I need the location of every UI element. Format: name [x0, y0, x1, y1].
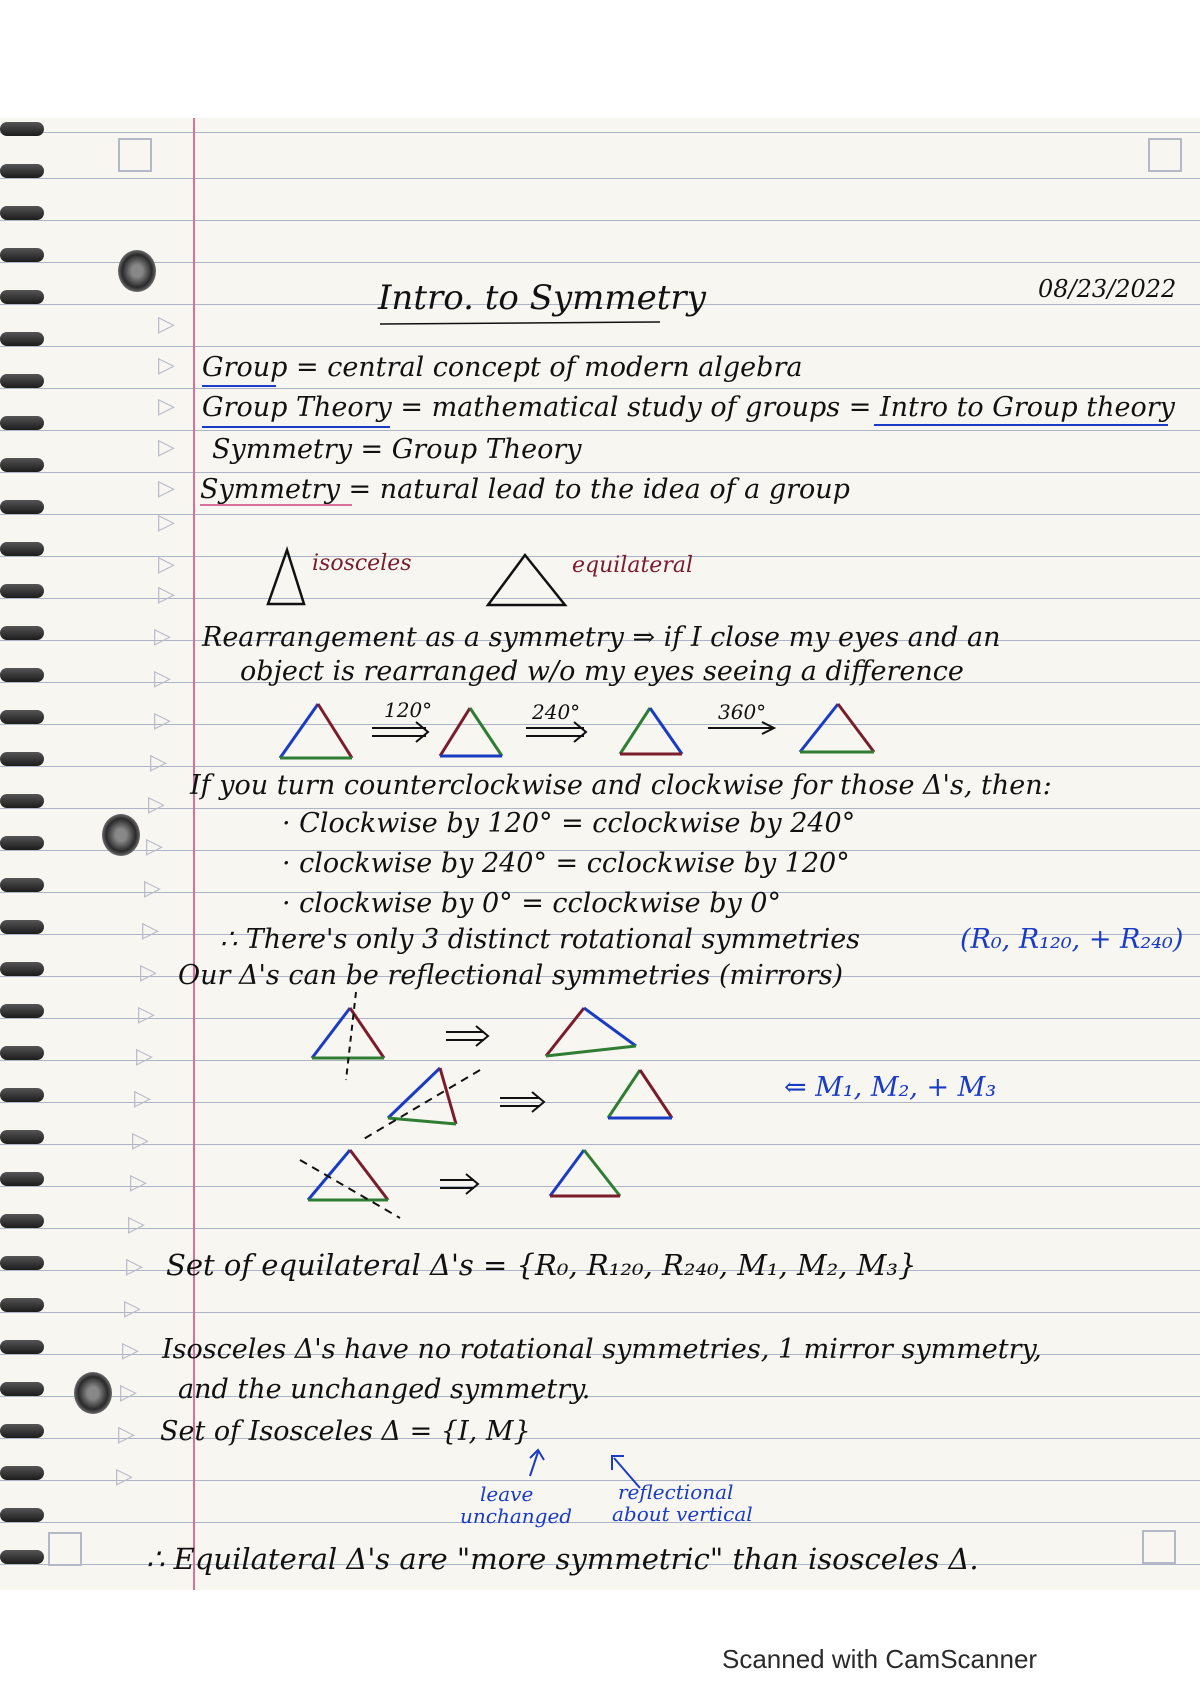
bullet-arrow-icon: ▷: [146, 834, 163, 859]
bullet-arrow-icon: ▷: [158, 435, 175, 460]
definition-group: Group = central concept of modern algebra: [202, 352, 803, 383]
bullet-arrow-icon: ▷: [136, 1044, 153, 1069]
turning-intro: If you turn counterclockwise and clockwise for those Δ's, then:: [190, 770, 1052, 801]
isosceles-description-1: Isosceles Δ's have no rotational symmetries, 1 mirror symmetry,: [162, 1334, 1042, 1365]
bullet-arrow-icon: ▷: [128, 1212, 145, 1237]
bullet-arrow-icon: ▷: [158, 394, 175, 419]
bullet-arrow-icon: ▷: [158, 476, 175, 501]
equilateral-set: Set of equilateral Δ's = {R₀, R₁₂₀, R₂₄₀, M₁, M₂, M₃}: [166, 1248, 917, 1282]
isosceles-label: isosceles: [312, 551, 412, 576]
bullet-arrow-icon: ▷: [116, 1464, 133, 1489]
annotation-leave: leave: [480, 1482, 534, 1506]
isosceles-set: Set of Isosceles Δ = {I, M}: [160, 1416, 531, 1447]
page-date: 08/23/2022: [1038, 275, 1177, 303]
turning-item-3: · clockwise by 0° = cclockwise by 0°: [282, 888, 781, 919]
reflection-intro: Our Δ's can be reflectional symmetries (mirrors): [178, 960, 844, 991]
bullet-arrow-icon: ▷: [134, 1086, 151, 1111]
bullet-arrow-icon: ▷: [154, 666, 171, 691]
bullet-arrow-icon: ▷: [150, 750, 167, 775]
rotation-label-240: 240°: [532, 700, 581, 724]
bullet-arrow-icon: ▷: [120, 1380, 137, 1405]
bullet-arrow-icon: ▷: [132, 1128, 149, 1153]
bullet-arrow-icon: ▷: [138, 1002, 155, 1027]
scanner-watermark: Scanned with CamScanner: [722, 1644, 1038, 1674]
definition-symmetry-lead: Symmetry = natural lead to the idea of a group: [200, 474, 850, 505]
definition-symmetry-group-theory: Symmetry = Group Theory: [212, 434, 582, 465]
annotation-unchanged: unchanged: [460, 1504, 573, 1528]
bullet-arrow-icon: ▷: [144, 876, 161, 901]
definition-group-theory: Group Theory = mathematical study of groups = Intro to Group theory: [202, 392, 1175, 423]
rearrangement-line-1: Rearrangement as a symmetry ⇒ if I close my eyes and an: [202, 622, 1001, 653]
isosceles-description-2: and the unchanged symmetry.: [178, 1374, 591, 1405]
bullet-arrow-icon: ▷: [158, 552, 175, 577]
bullet-arrow-icon: ▷: [140, 960, 157, 985]
bullet-arrow-icon: ▷: [154, 624, 171, 649]
bullet-arrow-icon: ▷: [126, 1254, 143, 1279]
rotation-label-360: 360°: [718, 700, 767, 724]
rotational-set: (R₀, R₁₂₀, + R₂₄₀): [960, 924, 1184, 955]
annotation-about-vertical: about vertical: [612, 1502, 753, 1526]
equilateral-label: equilateral: [572, 553, 693, 578]
bullet-arrow-icon: ▷: [158, 353, 175, 378]
turning-item-1: · Clockwise by 120° = cclockwise by 240°: [282, 808, 856, 839]
rotation-label-120: 120°: [384, 698, 433, 722]
rearrangement-line-2: object is rearranged w/o my eyes seeing a difference: [240, 656, 964, 687]
bullet-arrow-icon: ▷: [130, 1170, 147, 1195]
turning-item-2: · clockwise by 240° = cclockwise by 120°: [282, 848, 850, 879]
bullet-arrow-icon: ▷: [148, 792, 165, 817]
page-title: Intro. to Symmetry: [378, 278, 706, 318]
bullet-arrow-icon: ▷: [158, 510, 175, 535]
bullet-arrow-icon: ▷: [142, 918, 159, 943]
bullet-arrow-icon: ▷: [158, 312, 175, 337]
annotation-reflectional: reflectional: [618, 1480, 734, 1504]
bullet-arrow-icon: ▷: [124, 1296, 141, 1321]
bullet-arrow-icon: ▷: [122, 1338, 139, 1363]
bullet-arrow-icon: ▷: [118, 1422, 135, 1447]
bullet-arrow-icon: ▷: [154, 708, 171, 733]
mirror-list: ⇐ M₁, M₂, + M₃: [784, 1072, 997, 1103]
turning-conclusion: ∴ There's only 3 distinct rotational symmetries: [220, 924, 861, 955]
bullet-arrow-icon: ▷: [158, 582, 175, 607]
final-conclusion: ∴ Equilateral Δ's are "more symmetric" than isosceles Δ.: [146, 1542, 979, 1576]
